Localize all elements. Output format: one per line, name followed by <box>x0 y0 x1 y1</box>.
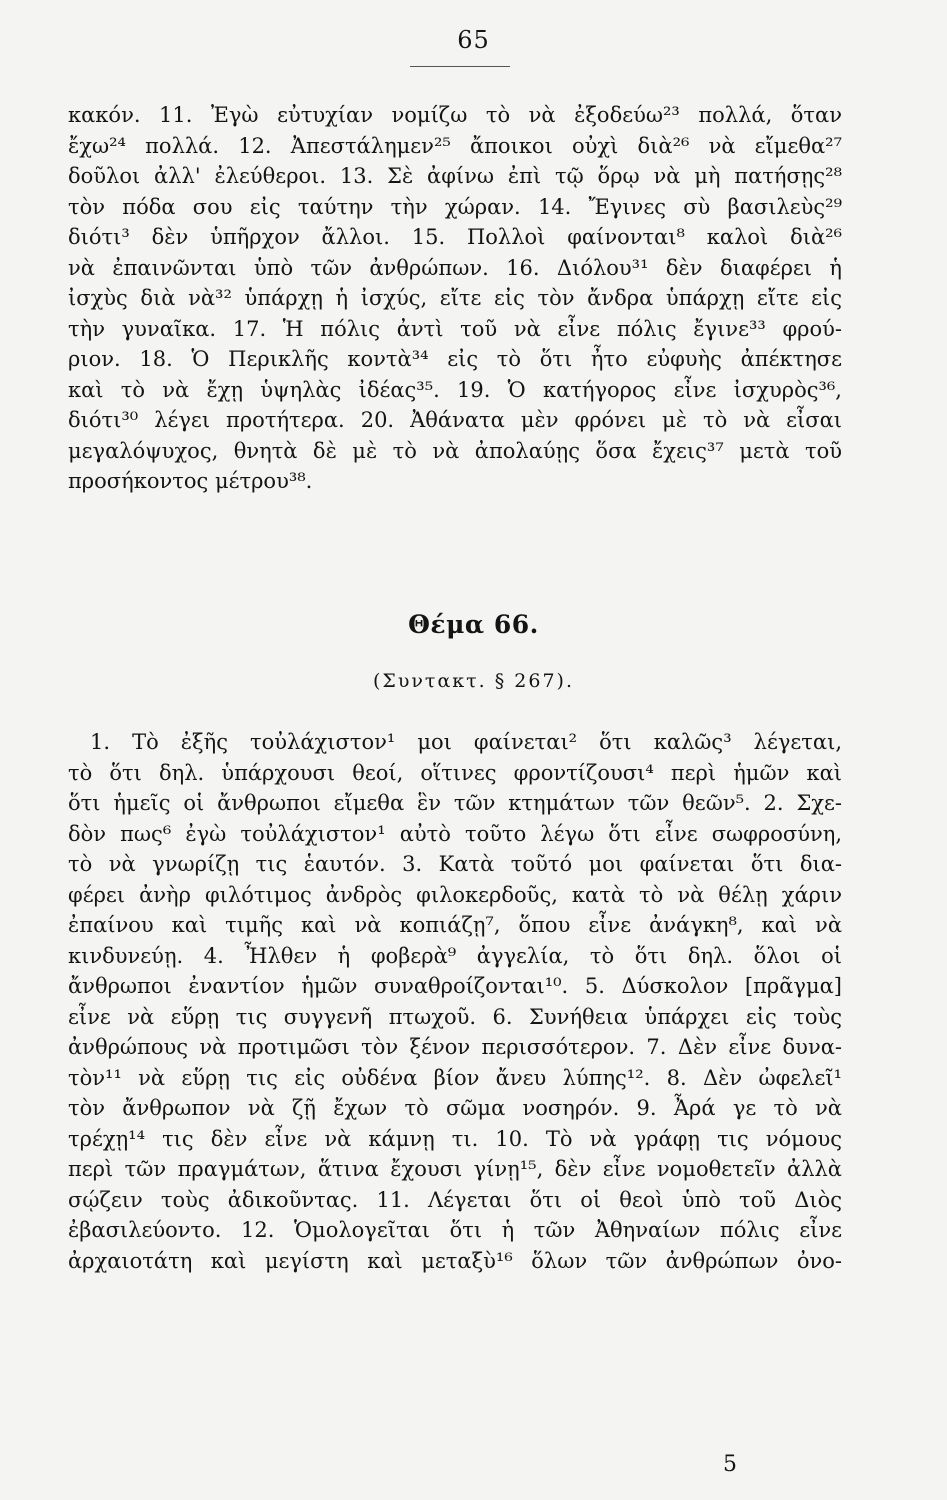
text-line: ἰσχὺς διὰ νὰ³² ὑπάρχῃ ἡ ἰσχύς, εἴτε εἰς τὸν ἄνδρα ὑπάρχῃ εἴτε εἰς <box>68 286 842 310</box>
text-line: τρέχῃ¹⁴ τις δὲν εἶνε νὰ κάμνῃ τι. 10. Τὸ νὰ γράφῃ τις νόμους <box>68 1126 842 1151</box>
text-line: κακόν. 11. Ἐγὼ εὐτυχίαν νομίζω τὸ νὰ ἐξοδεύω²³ πολλά, ὅταν <box>68 103 842 127</box>
text-line: τὴν γυναῖκα. 17. Ἡ πόλις ἀντὶ τοῦ νὰ εἶνε πόλις ἔγινε³³ φρού- <box>68 316 842 341</box>
text-line: νὰ ἐπαινῶνται ὑπὸ τῶν ἀνθρώπων. 16. Διόλου³¹ δὲν διαφέρει ἡ <box>68 255 842 280</box>
text-line: ριον. 18. Ὁ Περικλῆς κοντὰ³⁴ εἰς τὸ ὅτι ἦτο εὐφυὴς ἀπέκτησε <box>68 347 842 371</box>
text-line: περὶ τῶν πραγμάτων, ἅτινα ἔχουσι γίνῃ¹⁵, δὲν εἶνε νομοθετεῖν ἀλλὰ <box>68 1157 842 1181</box>
text-line: κινδυνεύῃ. 4. Ἦλθεν ἡ φοβερὰ⁹ ἀγγελία, τὸ ὅτι δηλ. ὅλοι οἱ <box>68 943 842 968</box>
text-line: σῴζειν τοὺς ἀδικοῦντας. 11. Λέγεται ὅτι οἱ θεοὶ ὑπὸ τοῦ Διὸς <box>68 1187 842 1212</box>
text-line: διότι³ δὲν ὑπῆρχον ἄλλοι. 15. Πολλοὶ φαίνονται⁸ καλοὶ διὰ²⁶ <box>68 225 842 249</box>
text-line: ὅτι ἡμεῖς οἱ ἄνθρωποι εἴμεθα ἓν τῶν κτημάτων τῶν θεῶν⁵. 2. Σχε- <box>68 791 842 815</box>
text-line: τὸ ὅτι δηλ. ὑπάρχουσι θεοί, οἵτινες φροντίζουσι⁴ περὶ ἡμῶν καὶ <box>68 760 842 785</box>
text-line: ἀρχαιοτάτη καὶ μεγίστη καὶ μεταξὺ¹⁶ ὅλων τῶν ἀνθρώπων ὀνο- <box>68 1248 842 1273</box>
section-heading: Θέμα 66. <box>408 610 539 639</box>
text-line: προσήκοντος μέτρου³⁸. <box>68 469 313 493</box>
text-line: ἐβασιλεύοντο. 12. Ὁμολογεῖται ὅτι ἡ τῶν Ἀθηναίων πόλις εἶνε <box>68 1218 842 1242</box>
exercise-paragraph <box>68 727 842 1276</box>
text-line: τὸν ἄνθρωπον νὰ ζῇ ἔχων τὸ σῶμα νοσηρόν. 9. Ἆρά γε τὸ νὰ <box>68 1096 842 1120</box>
text-line: μεγαλόψυχος, θνητὰ δὲ μὲ τὸ νὰ ἀπολαύῃς ὅσα ἔχεις³⁷ μετὰ τοῦ <box>68 438 842 463</box>
section-reference: (Συντακτ. § 267). <box>372 670 574 692</box>
text-line: καὶ τὸ νὰ ἔχῃ ὑψηλὰς ἰδέας³⁵. 19. Ὁ κατήγορος εἶνε ἰσχυρὸς³⁶, <box>68 377 842 402</box>
top-paragraph <box>68 100 842 497</box>
signature-mark: 5 <box>723 1452 737 1477</box>
text-line: διότι³⁰ λέγει προτήτερα. 20. Ἀθάνατα μὲν φρόνει μὲ τὸ νὰ εἶσαι <box>68 408 842 432</box>
header-rule <box>410 66 510 67</box>
text-line: δὸν πως⁶ ἐγὼ τοὐλάχιστον¹ αὐτὸ τοῦτο λέγω ὅτι εἶνε σωφροσύνη, <box>68 821 842 846</box>
text-line: ἔχω²⁴ πολλά. 12. Ἀπεστάλημεν²⁵ ἄποικοι οὐχὶ διὰ²⁶ νὰ εἴμεθα²⁷ <box>68 133 842 158</box>
text-line: φέρει ἀνὴρ φιλότιμος ἀνδρὸς φιλοκερδοῦς, κατὰ τὸ νὰ θέλῃ χάριν <box>68 882 842 907</box>
text-line: τὸν¹¹ νὰ εὕρῃ τις εἰς οὐδένα βίον ἄνευ λύπης¹². 8. Δὲν ὠφελεῖ¹ <box>68 1065 842 1090</box>
text-line: 1. Τὸ ἐξῆς τοὐλάχιστον¹ μοι φαίνεται² ὅτι καλῶς³ λέγεται, <box>90 730 842 754</box>
page-number: 65 <box>457 26 490 54</box>
text-line: τὸ νὰ γνωρίζῃ τις ἑαυτόν. 3. Κατὰ τοῦτό μοι φαίνεται ὅτι δια- <box>68 852 842 876</box>
text-line: ἄνθρωποι ἐναντίον ἡμῶν συναθροίζονται¹⁰. 5. Δύσκολον [πρᾶγμα] <box>68 974 842 998</box>
text-line: εἶνε νὰ εὕρῃ τις συγγενῆ πτωχοῦ. 6. Συνήθεια ὑπάρχει εἰς τοὺς <box>68 1004 842 1029</box>
text-line: ἐπαίνου καὶ τιμῆς καὶ νὰ κοπιάζῃ⁷, ὅπου εἶνε ἀνάγκη⁸, καὶ νὰ <box>68 913 842 937</box>
text-line: ἀνθρώπους νὰ προτιμῶσι τὸν ξένον περισσότερον. 7. Δὲν εἶνε δυνα- <box>68 1035 842 1059</box>
text-line: τὸν πόδα σου εἰς ταύτην τὴν χώραν. 14. Ἔγινες σὺ βασιλεὺς²⁹ <box>68 194 842 219</box>
text-line: δοῦλοι ἀλλ' ἐλεύθεροι. 13. Σὲ ἀφίνω ἐπὶ τῷ ὅρῳ νὰ μὴ πατήσῃς²⁸ <box>68 164 842 188</box>
